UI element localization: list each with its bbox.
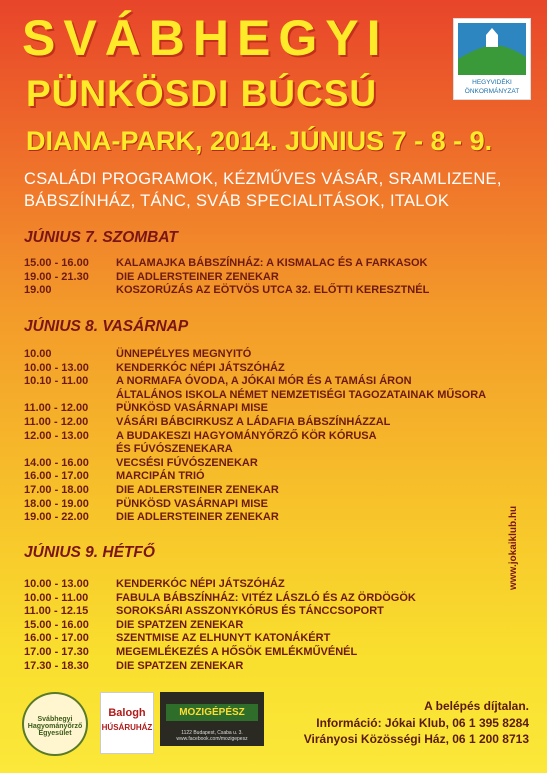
event-time: 12.00 - 13.00: [24, 429, 89, 442]
event-time: 18.00 - 19.00: [24, 497, 89, 510]
event-list-day1: [24, 257, 514, 298]
event-desc: KOSZORÚZÁS AZ EÖTVÖS UTCA 32. ELŐTTI KERESZTNÉL: [116, 284, 430, 297]
programs-summary: [24, 168, 524, 212]
sponsor-text: MOZIGÉPÉSZ: [166, 704, 258, 721]
event-row: [24, 284, 514, 298]
event-desc: KENDERKÓC NÉPI JÁTSZÓHÁZ: [116, 578, 285, 590]
event-row: [24, 271, 514, 285]
event-row: [24, 389, 514, 403]
day-heading: JÚNIUS 7. SZOMBAT: [24, 229, 178, 246]
event-time: 17.00 - 17.30: [24, 645, 89, 658]
event-row: [24, 632, 514, 646]
event-time: 16.00 - 17.00: [24, 470, 89, 483]
day-heading: JÚNIUS 9. HÉTFŐ: [24, 544, 155, 561]
event-desc: VÁSÁRI BÁBCIRKUSZ A LÁDAFIA BÁBSZÍNHÁZZAL: [116, 415, 391, 428]
event-desc: DIE SPATZEN ZENEKAR: [116, 618, 244, 631]
event-desc: KALAMAJKA BÁBSZÍNHÁZ: A KISMALAC ÉS A FARKASOK: [116, 257, 428, 269]
event-time: 17.00 - 18.00: [24, 483, 89, 496]
sponsor-logo-balogh: [100, 692, 154, 754]
footer-info: [304, 698, 529, 748]
event-desc: PÜNKÖSD VASÁRNAPI MISE: [116, 402, 268, 415]
event-time: 11.00 - 12.00: [24, 402, 89, 415]
event-desc: ÁLTALÁNOS ISKOLA NÉMET NEMZETISÉGI TAGOZATAINAK MŰSORA: [116, 388, 487, 401]
event-desc: DIE ADLERSTEINER ZENEKAR: [116, 270, 279, 283]
footer-line: Virányosi Közösségi Ház, 06 1 200 8713: [303, 732, 529, 746]
event-row: [24, 605, 514, 619]
event-time: 11.00 - 12.00: [24, 415, 89, 428]
event-time: 10.10 - 11.00: [24, 375, 89, 388]
event-row: [24, 592, 514, 606]
event-desc: DIE ADLERSTEINER ZENEKAR: [116, 483, 279, 496]
event-time: 14.00 - 16.00: [24, 456, 89, 469]
event-list-day3: [24, 578, 514, 673]
event-desc: ÉS FÚVÓSZENEKARA: [116, 443, 233, 456]
footer-line: Információ: Jókai Klub, 06 1 395 8284: [316, 715, 529, 730]
website-url: www.jokaiklub.hu: [508, 505, 519, 590]
event-row: [24, 660, 514, 674]
poster-title: SVÁBHEGYI: [22, 10, 389, 66]
sponsor-text: HÚSÁRUHÁZ: [101, 723, 153, 732]
event-time: 10.00: [24, 348, 52, 360]
footer-line: A belépés díjtalan.: [424, 699, 529, 713]
event-time: 15.00 - 16.00: [24, 257, 89, 269]
event-desc: A BUDAKESZI HAGYOMÁNYŐRZŐ KÖR KÓRUSA: [116, 429, 377, 442]
event-desc: SOROKSÁRI ASSZONYKÓRUS ÉS TÁNCCSOPORT: [116, 605, 384, 618]
event-desc: DIE SPATZEN ZENEKAR: [116, 659, 244, 672]
event-row: [24, 375, 514, 389]
event-row: [24, 443, 514, 457]
event-desc: A NORMAFA ÓVODA, A JÓKAI MÓR ÉS A TAMÁSI ÁRON: [116, 375, 412, 388]
event-time: 15.00 - 16.00: [24, 618, 89, 631]
event-list-day2: [24, 348, 514, 525]
event-row: [24, 362, 514, 376]
event-time: 10.00 - 11.00: [24, 591, 89, 604]
day-heading: JÚNIUS 8. VASÁRNAP: [24, 318, 189, 335]
sponsor-text: 1122 Budapest, Csaba u. 3. www.facebook.com/mozigepesz: [176, 730, 248, 742]
event-time: 19.00 - 21.30: [24, 270, 89, 283]
event-desc: SZENTMISE AZ ELHUNYT KATONÁKÉRT: [116, 632, 331, 645]
event-row: [24, 402, 514, 416]
programs-line: BÁBSZÍNHÁZ, TÁNC, SVÁB SPECIALITÁSOK, ITALOK: [24, 192, 450, 210]
event-row: [24, 646, 514, 660]
event-time: [24, 443, 116, 457]
logo-text: HEGYVIDÉKI: [472, 79, 512, 86]
event-desc: MEGEMLÉKEZÉS A HŐSÖK EMLÉKMŰVÉNÉL: [116, 645, 358, 658]
event-desc: FABULA BÁBSZÍNHÁZ: VITÉZ LÁSZLÓ ÉS AZ ÖRDÖGÖK: [116, 591, 416, 604]
event-row: [24, 470, 514, 484]
event-row: [24, 578, 514, 592]
poster-subtitle-event: PÜNKÖSDI BÚCSÚ: [26, 73, 378, 114]
event-row: [24, 619, 514, 633]
event-desc: ÜNNEPÉLYES MEGNYITÓ: [116, 348, 252, 360]
event-location-date: DIANA-PARK, 2014. JÚNIUS 7 - 8 - 9.: [26, 126, 493, 156]
event-desc: VECSÉSI FÚVÓSZENEKAR: [116, 456, 258, 469]
church-hill-icon: [458, 23, 526, 75]
event-row: [24, 257, 514, 271]
event-time: [24, 389, 116, 403]
event-row: [24, 430, 514, 444]
sponsor-logo-hagyomanyorzo: [22, 692, 88, 756]
sponsor-text: Svábhegyi Hagyományőrző Egyesület: [27, 716, 83, 737]
event-time: 10.00 - 13.00: [24, 361, 89, 374]
event-time: 11.00 - 12.15: [24, 605, 89, 618]
hegyvideki-logo: [453, 18, 531, 100]
event-desc: PÜNKÖSD VASÁRNAPI MISE: [116, 497, 268, 510]
sponsor-logo-mozigepesz: [160, 692, 264, 746]
event-time: 19.00 - 22.00: [24, 511, 89, 524]
event-row: [24, 416, 514, 430]
event-time: 16.00 - 17.00: [24, 632, 89, 645]
event-time: 10.00 - 13.00: [24, 578, 89, 590]
event-desc: MARCIPÁN TRIÓ: [116, 470, 205, 483]
logo-text: ÖNKORMÁNYZAT: [464, 88, 520, 95]
event-time: 19.00: [24, 284, 52, 297]
event-row: [24, 511, 514, 525]
event-row: [24, 348, 514, 362]
programs-line: CSALÁDI PROGRAMOK, KÉZMŰVES VÁSÁR, SRAMLIZENE,: [24, 170, 502, 188]
event-desc: KENDERKÓC NÉPI JÁTSZÓHÁZ: [116, 361, 285, 374]
sponsor-text: Balogh: [108, 707, 146, 719]
event-row: [24, 498, 514, 512]
event-time: 17.30 - 18.30: [24, 659, 89, 672]
event-row: [24, 484, 514, 498]
event-row: [24, 457, 514, 471]
event-desc: DIE ADLERSTEINER ZENEKAR: [116, 511, 279, 524]
